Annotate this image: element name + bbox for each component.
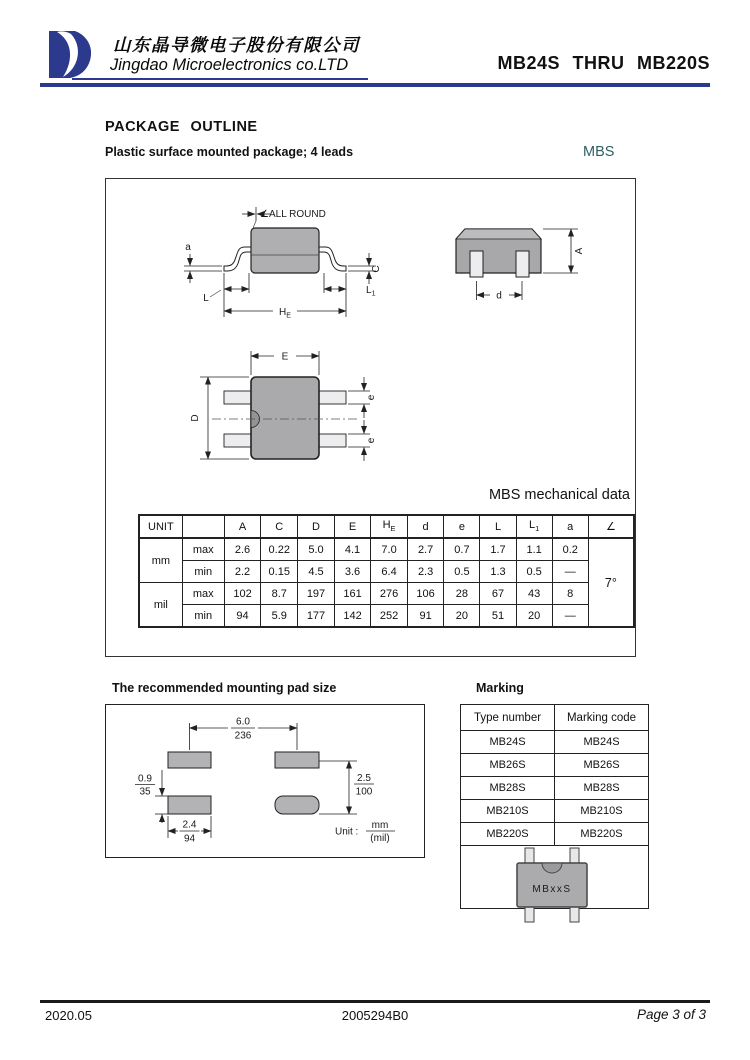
- e-label: e: [366, 394, 377, 401]
- d-label: d: [496, 290, 502, 302]
- marking-table: [461, 705, 648, 846]
- pads: [168, 752, 319, 814]
- A-label: A: [574, 247, 585, 255]
- header-rule: [40, 83, 710, 87]
- svg-text:2.4: 2.4: [182, 819, 197, 831]
- L-label: L: [203, 293, 209, 304]
- dim-e-top: [348, 377, 377, 418]
- e-label: e: [366, 437, 377, 444]
- unit-note: [335, 820, 395, 844]
- a-label: a: [185, 242, 191, 253]
- top-view-body: [251, 377, 319, 459]
- C-label: C: [371, 265, 382, 273]
- marking-row: MB28S MB28S: [461, 777, 648, 800]
- E-label: E: [281, 351, 289, 363]
- svg-text:Unit :: Unit :: [335, 826, 359, 838]
- angle-value: 7°: [588, 538, 634, 627]
- svg-text:(mil): (mil): [370, 833, 390, 844]
- package-outline-box: [105, 178, 636, 657]
- dim-pad-height: [135, 770, 168, 823]
- chip-marking-label: MBxxS: [532, 884, 572, 895]
- svg-text:35: 35: [139, 786, 151, 798]
- mech-header-row: UNIT A C D E $H_E$ d e L $L_1$ a ∠: [139, 515, 634, 538]
- all-round-label: ∠ALL ROUND: [260, 209, 326, 220]
- svg-text:100: 100: [355, 786, 373, 798]
- dim-a: [184, 242, 222, 283]
- footer-date: 2020.05: [45, 1008, 92, 1023]
- package-side-view-drawing: [176, 197, 466, 337]
- footer-rule: [40, 1000, 710, 1003]
- dim-pitch: [319, 761, 374, 814]
- marking-row: MB24S MB24S: [461, 731, 648, 754]
- col-limit: [182, 515, 224, 538]
- package-top-view-drawing: [184, 337, 484, 487]
- marking-row: MB210S MB210S: [461, 800, 648, 823]
- side-view-body: [251, 228, 319, 273]
- svg-text:6.0: 6.0: [236, 716, 250, 728]
- dim-span: [190, 717, 298, 751]
- col-unit: UNIT: [139, 515, 182, 538]
- company-logo-icon: [46, 31, 92, 78]
- dim-d: [477, 281, 523, 302]
- mechanical-data-table: [138, 514, 635, 628]
- footer-page-number: Page 3 of 3: [636, 1007, 706, 1022]
- end-view-body: [456, 229, 541, 277]
- dim-all-round: [242, 207, 326, 228]
- dim-C: [348, 253, 382, 284]
- package-name: MBS: [583, 144, 615, 160]
- mech-row-mm-min: min 2.2 0.15 4.5 3.6 6.4 2.3 0.5 1.3 0.5 —: [139, 561, 634, 583]
- marking-section-title: Marking: [476, 681, 524, 695]
- footer-doc-number: 2005294B0: [341, 1008, 409, 1023]
- dim-HE: [224, 307, 346, 320]
- package-subtitle: Plastic surface mounted package; 4 leads: [105, 145, 354, 159]
- mounting-pad-box: [105, 704, 425, 858]
- mounting-pad-drawing: [107, 707, 421, 853]
- pad-section-title: The recommended mounting pad size: [112, 681, 337, 695]
- svg-text:2.5: 2.5: [357, 773, 371, 784]
- mech-row-mm-max: mm max 2.6 0.22 5.0 4.1 7.0 2.7 0.7 1.7 1.1 0.2 7°: [139, 538, 634, 561]
- L1-label: $L_1$: [366, 285, 376, 298]
- dim-pad-width: [168, 816, 211, 845]
- svg-text:236: 236: [234, 730, 252, 742]
- company-name-cn: 山东晶导微电子股份有限公司: [113, 35, 360, 55]
- dim-L: [203, 273, 249, 317]
- marking-box: [460, 704, 649, 909]
- marking-row: MB26S MB26S: [461, 754, 648, 777]
- dim-L1: [324, 273, 376, 317]
- end-view-lead: [470, 251, 483, 277]
- dim-e-bottom: [348, 420, 377, 461]
- marking-row: MB220S MB220S: [461, 823, 648, 846]
- mech-data-title: MBS mechanical data: [488, 487, 630, 503]
- marking-header-row: Type number Marking code: [461, 705, 648, 731]
- company-name-en: Jingdao Microelectronics co.LTD: [110, 56, 349, 74]
- HE-label: $H_E$: [279, 307, 291, 320]
- company-underline: [72, 78, 368, 80]
- svg-text:mm: mm: [371, 820, 389, 831]
- svg-text:94: 94: [183, 833, 196, 845]
- dim-A: [543, 229, 585, 273]
- mech-row-mil-max: mil max 102 8.7 197 161 276 106 28 67 43 8: [139, 583, 634, 605]
- package-end-view-drawing: [426, 207, 626, 317]
- dim-E: [251, 351, 319, 375]
- page-title: PACKAGE OUTLINE: [105, 119, 258, 135]
- marked-chip-drawing: [461, 847, 645, 923]
- end-view-lead: [516, 251, 529, 277]
- D-label: D: [190, 414, 201, 422]
- mech-row-mil-min: min 94 5.9 177 142 252 91 20 51 20 —: [139, 605, 634, 628]
- part-number-range: MB24S THRU MB220S: [497, 53, 710, 73]
- svg-text:0.9: 0.9: [138, 773, 152, 785]
